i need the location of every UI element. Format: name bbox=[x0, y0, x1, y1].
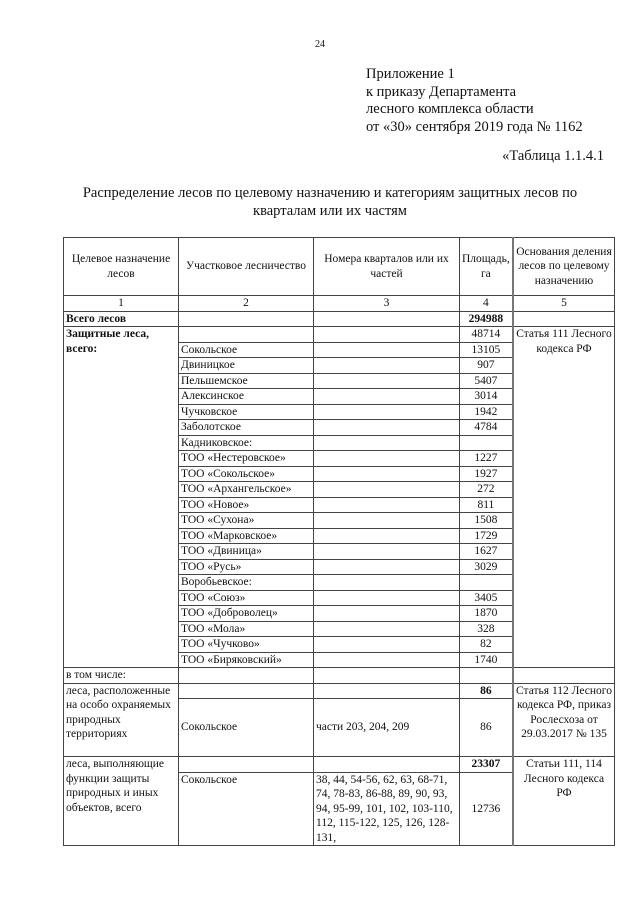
forestry-name: ТОО «Новое» bbox=[179, 497, 314, 513]
area-value: 1740 bbox=[460, 652, 513, 668]
forestry-name: ТОО «Двиница» bbox=[179, 544, 314, 560]
appendix-line: Приложение 1 bbox=[366, 66, 455, 82]
appendix-line: к приказу Департамента bbox=[366, 83, 517, 100]
protection-functions-area: 12736 bbox=[460, 772, 513, 846]
protective-label: Защитные леса, всего: bbox=[64, 327, 179, 668]
including-label: в том числе: bbox=[64, 668, 179, 684]
area-value: 1627 bbox=[460, 544, 513, 560]
forestry-name: Воробьевское: bbox=[179, 575, 314, 591]
area-value: 82 bbox=[460, 637, 513, 653]
col-number: 1 bbox=[64, 296, 179, 312]
header-basis: Основания деления лесов по целевому назначению bbox=[513, 238, 615, 296]
area-value bbox=[460, 435, 513, 451]
oopt-area: 86 bbox=[460, 699, 513, 757]
document-title bbox=[40, 184, 620, 220]
forestry-name: ТОО «Русь» bbox=[179, 559, 314, 575]
table-row bbox=[64, 327, 615, 343]
area-value: 1508 bbox=[460, 513, 513, 529]
forestry-name: Чучковское bbox=[179, 404, 314, 420]
area-value: 5407 bbox=[460, 373, 513, 389]
appendix-line: лесного комплекса области bbox=[366, 101, 534, 117]
header-purpose: Целевое назначение лесов bbox=[64, 238, 179, 296]
forestry-name: Кадниковское: bbox=[179, 435, 314, 451]
area-value: 907 bbox=[460, 358, 513, 374]
header-forestry: Участковое лесничество bbox=[179, 238, 314, 296]
forestry-name: ТОО «Доброволец» bbox=[179, 606, 314, 622]
forest-distribution-table bbox=[63, 237, 615, 846]
col-number: 2 bbox=[179, 296, 314, 312]
forestry-name: ТОО «Сокольское» bbox=[179, 466, 314, 482]
area-value: 328 bbox=[460, 621, 513, 637]
total-area: 294988 bbox=[460, 311, 513, 327]
title-line: кварталам или их частям bbox=[253, 203, 407, 219]
protection-functions-label: леса, выполняющие функции защиты природных и иных объектов, всего bbox=[64, 757, 179, 846]
oopt-forestry: Сокольское bbox=[179, 699, 314, 757]
forestry-name: Пельшемское bbox=[179, 373, 314, 389]
area-value: 272 bbox=[460, 482, 513, 498]
table-row-total bbox=[64, 311, 615, 327]
protection-functions-forestry: Сокольское bbox=[179, 772, 314, 846]
forestry-name: ТОО «Сухона» bbox=[179, 513, 314, 529]
forestry-name: Заболотское bbox=[179, 420, 314, 436]
protection-functions-total-area: 23307 bbox=[460, 757, 513, 773]
area-value: 1942 bbox=[460, 404, 513, 420]
col-number: 5 bbox=[513, 296, 615, 312]
area-value: 1227 bbox=[460, 451, 513, 467]
area-value: 4784 bbox=[460, 420, 513, 436]
area-value: 13105 bbox=[460, 342, 513, 358]
area-value bbox=[460, 575, 513, 591]
area-value: 1870 bbox=[460, 606, 513, 622]
forestry-name: Алексинское bbox=[179, 389, 314, 405]
protective-area: 48714 bbox=[460, 327, 513, 343]
header-number-row bbox=[64, 296, 615, 312]
forestry-name: ТОО «Союз» bbox=[179, 590, 314, 606]
forestry-name: Сокольское bbox=[179, 342, 314, 358]
oopt-total-area: 86 bbox=[460, 683, 513, 699]
page-number: 24 bbox=[315, 39, 325, 50]
oopt-quarters: части 203, 204, 209 bbox=[314, 699, 460, 757]
forestry-name: ТОО «Марковское» bbox=[179, 528, 314, 544]
forestry-name: Двиницкое bbox=[179, 358, 314, 374]
table-header-row bbox=[64, 238, 615, 296]
forestry-name: ТОО «Архангельское» bbox=[179, 482, 314, 498]
oopt-basis: Статья 112 Лесного кодекса РФ, приказ Рослесхоза от 29.03.2017 № 135 bbox=[513, 683, 615, 757]
col-number: 3 bbox=[314, 296, 460, 312]
table-row-including bbox=[64, 668, 615, 684]
forestry-name: ТОО «Нестеровское» bbox=[179, 451, 314, 467]
table-row-oopt bbox=[64, 683, 615, 699]
header-area: Площадь, га bbox=[460, 238, 513, 296]
protection-functions-basis: Статьи 111, 114 Лесного кодекса РФ bbox=[513, 757, 615, 846]
header-quarters: Номера кварталов или их частей bbox=[314, 238, 460, 296]
protective-basis: Статья 111 Лесного кодекса РФ bbox=[513, 327, 615, 668]
protection-functions-quarters: 38, 44, 54-56, 62, 63, 68-71, 74, 78-83, 86-88, 89, 90, 93, 94, 95-99, 101, 102, 103-110, 112, 115-122, 125, 126, 128-131, bbox=[314, 772, 460, 846]
area-value: 811 bbox=[460, 497, 513, 513]
forestry-name: ТОО «Чучково» bbox=[179, 637, 314, 653]
area-value: 1729 bbox=[460, 528, 513, 544]
area-value: 3029 bbox=[460, 559, 513, 575]
forestry-name: ТОО «Мола» bbox=[179, 621, 314, 637]
area-value: 3014 bbox=[460, 389, 513, 405]
appendix-header bbox=[366, 66, 583, 136]
table-row-protection-functions bbox=[64, 757, 615, 773]
area-value: 1927 bbox=[460, 466, 513, 482]
oopt-label: леса, расположенные на особо охраняемых природных территориях bbox=[64, 683, 179, 757]
title-line: Распределение лесов по целевому назначению и категориям защитных лесов по bbox=[82, 185, 578, 201]
total-label: Всего лесов bbox=[64, 311, 179, 327]
col-number: 4 bbox=[460, 296, 513, 312]
area-value: 3405 bbox=[460, 590, 513, 606]
table-label: «Таблица 1.1.4.1 bbox=[502, 148, 604, 164]
appendix-line: от «30» сентября 2019 года № 1162 bbox=[366, 118, 583, 135]
forestry-name: ТОО «Биряковский» bbox=[179, 652, 314, 668]
